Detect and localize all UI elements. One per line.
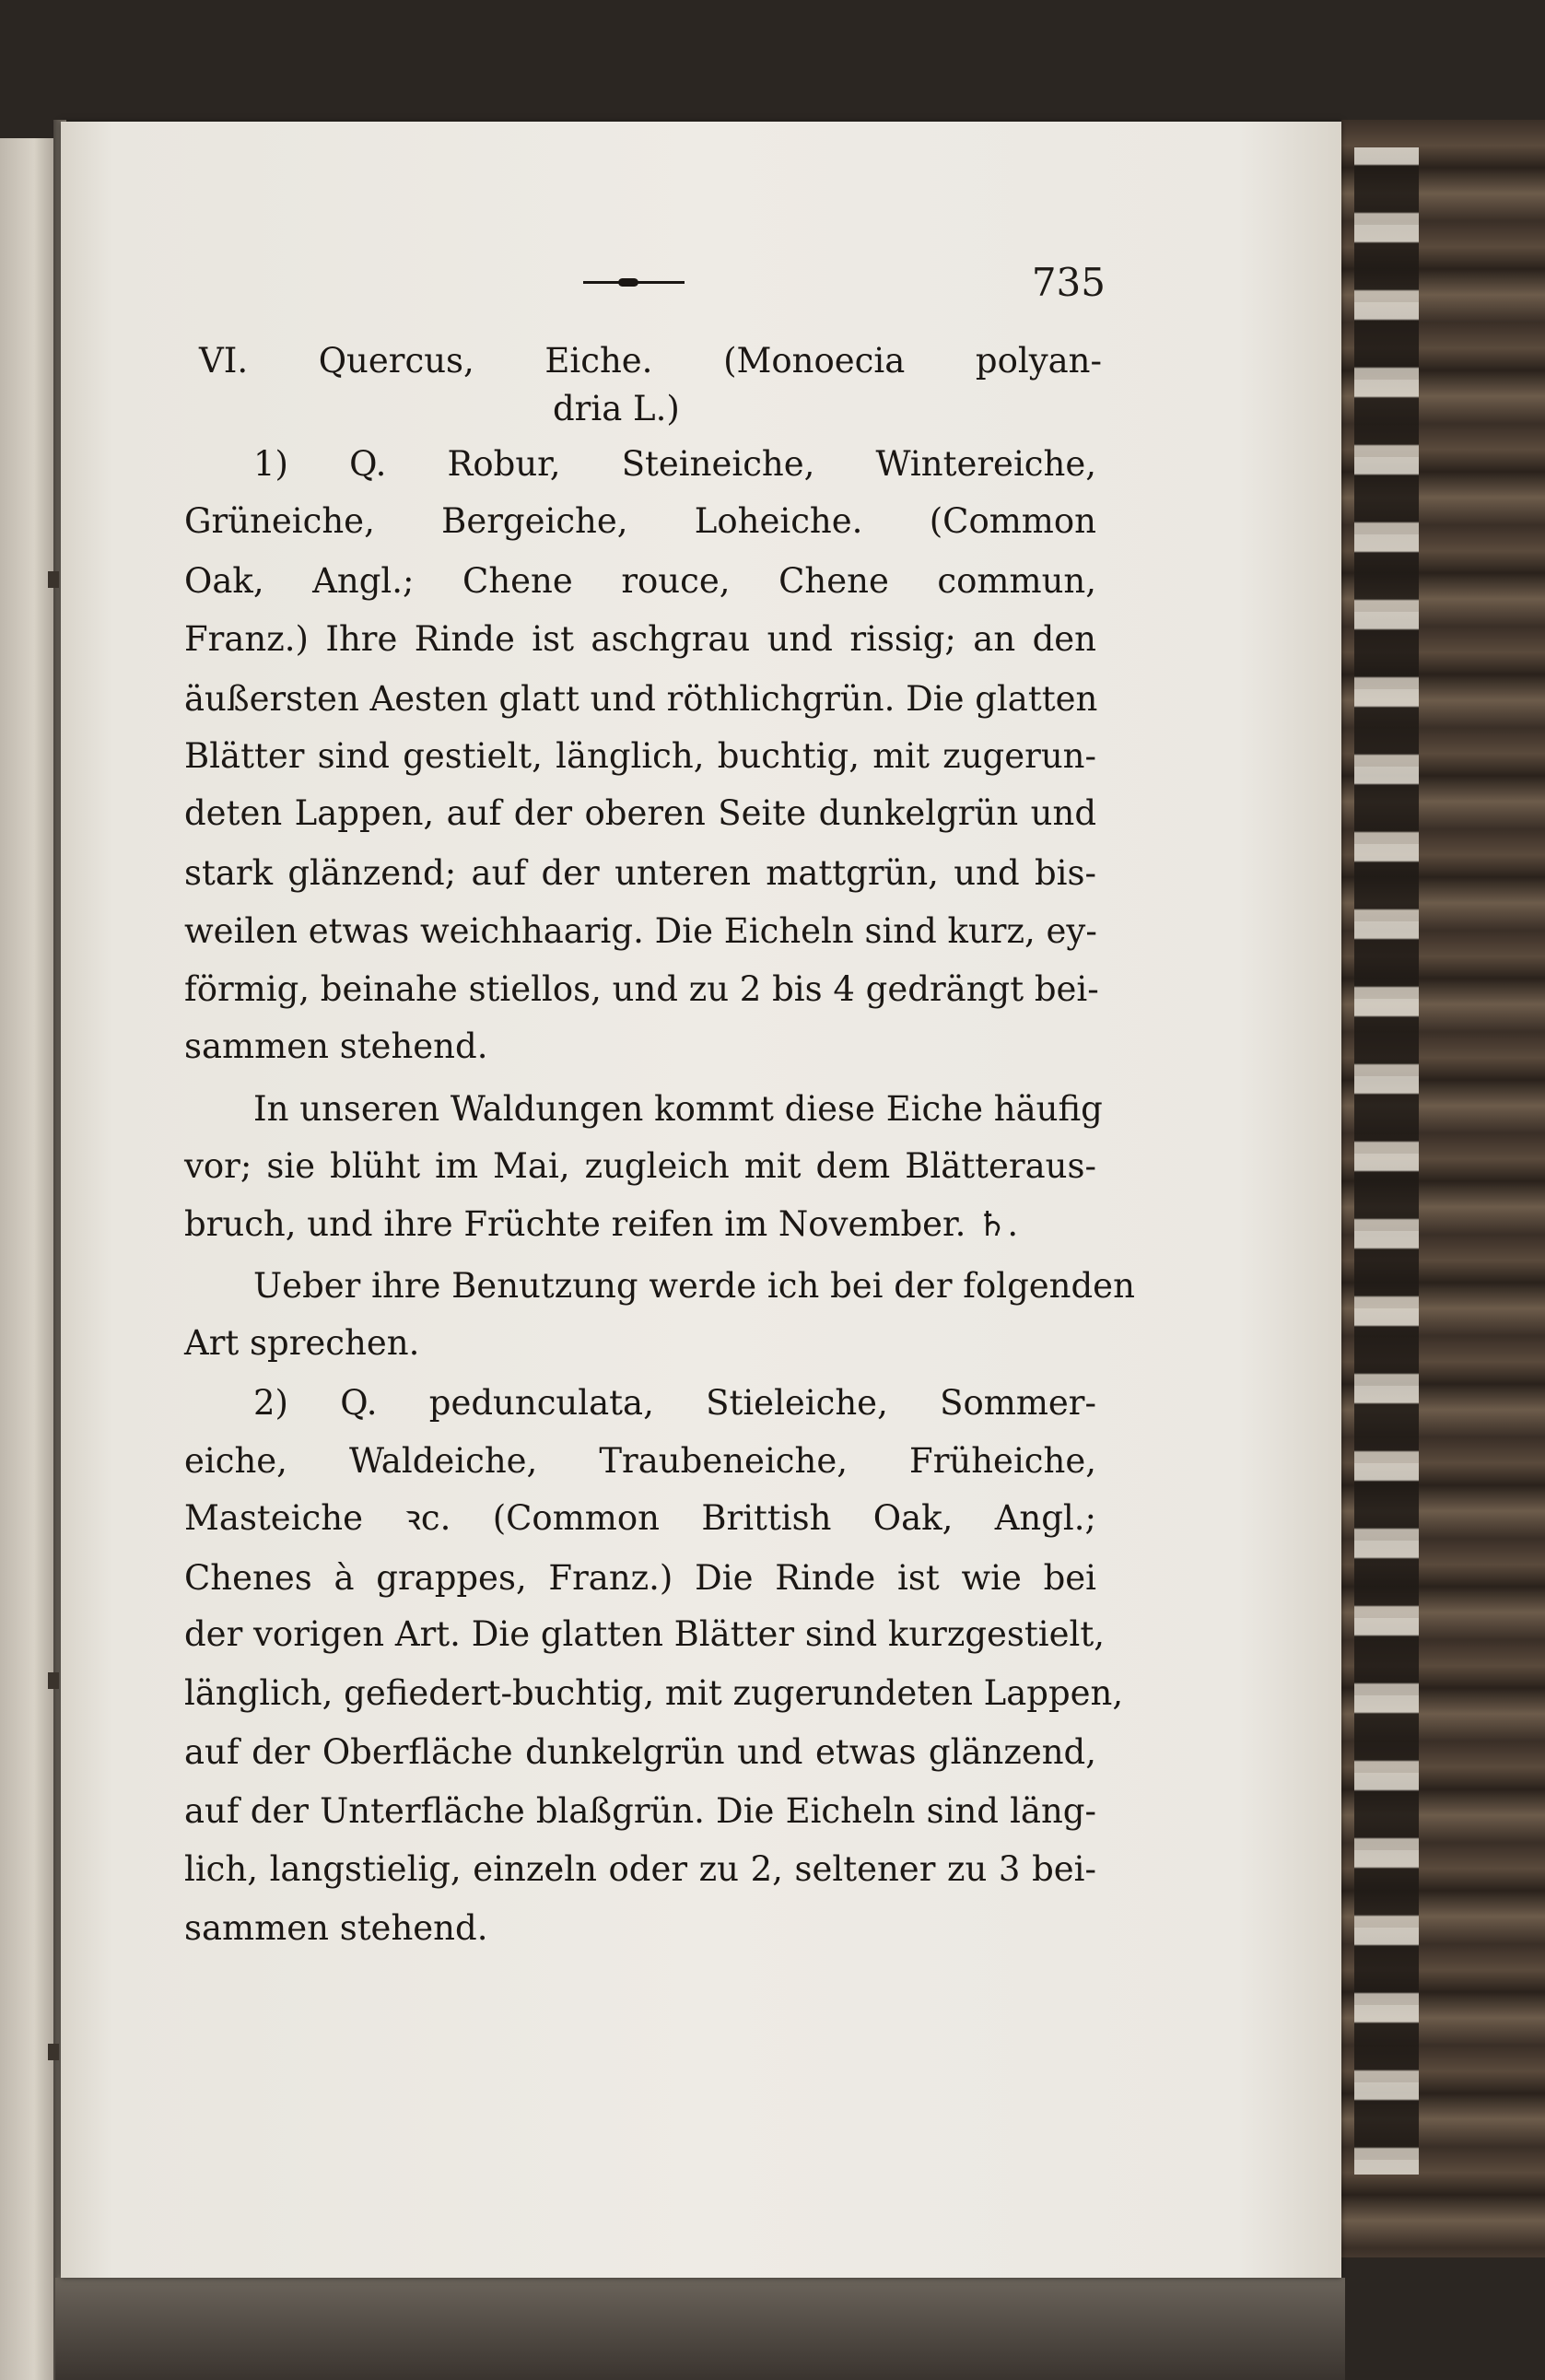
text-line: Ueber ihre Benutzung werde ich bei der folgenden	[253, 1266, 1135, 1306]
margin-mark	[48, 2044, 59, 2060]
text-line: Chenes à grappes, Franz.) Die Rinde ist wie bei	[184, 1558, 1096, 1598]
text-line: Art sprechen.	[184, 1323, 420, 1363]
text-line: eiche, Waldeiche, Traubeneiche, Früheiche,	[184, 1441, 1096, 1481]
text-line: der vorigen Art. Die glatten Blätter sind kurzgestielt,	[184, 1614, 1105, 1654]
header-ornament	[583, 278, 685, 286]
text-line: Grüneiche, Bergeiche, Loheiche. (Common	[184, 501, 1096, 541]
spine-pattern	[1354, 147, 1419, 2175]
text-line: bruch, und ihre Früchte reifen im November. ♄.	[184, 1204, 1019, 1244]
text-line: sammen stehend.	[184, 1908, 488, 1948]
margin-mark	[48, 1672, 59, 1689]
page-number: 735	[1031, 260, 1106, 305]
text-line: auf der Unterfläche blaßgrün. Die Eicheln sind läng-	[184, 1791, 1096, 1831]
text-line: Franz.) Ihre Rinde ist aschgrau und rissig; an den	[184, 619, 1096, 659]
text-line: 2) Q. pedunculata, Stieleiche, Sommer-	[253, 1383, 1096, 1423]
heading-line-1: VI. Quercus, Eiche. (Monoecia polyan-	[199, 341, 1102, 381]
text-line: stark glänzend; auf der unteren mattgrün, und bis-	[184, 853, 1096, 893]
text-line: In unseren Waldungen kommt diese Eiche häufig	[253, 1089, 1103, 1129]
text-line: auf der Oberfläche dunkelgrün und etwas glänzend,	[184, 1732, 1096, 1772]
book-bottom-edge	[55, 2278, 1345, 2380]
text-line: sammen stehend.	[184, 1026, 488, 1066]
text-line: Masteiche ꝛc. (Common Brittish Oak, Angl.;	[184, 1498, 1096, 1538]
text-line: lich, langstielig, einzeln oder zu 2, seltener zu 3 bei-	[184, 1849, 1096, 1889]
text-line: Oak, Angl.; Chene rouce, Chene commun,	[184, 561, 1096, 601]
text-line: förmig, beinahe stiellos, und zu 2 bis 4 gedrängt bei-	[184, 969, 1099, 1009]
text-line: äußersten Aesten glatt und röthlichgrün. Die glatten	[184, 679, 1098, 719]
text-line: weilen etwas weichhaarig. Die Eicheln sind kurz, ey-	[184, 911, 1097, 951]
heading-line-2: dria L.)	[553, 389, 680, 428]
text-line: deten Lappen, auf der oberen Seite dunkelgrün und	[184, 793, 1096, 833]
text-line: Blätter sind gestielt, länglich, buchtig, mit zugerun-	[184, 736, 1096, 776]
text-line: vor; sie blüht im Mai, zugleich mit dem Blätteraus-	[184, 1146, 1096, 1186]
text-line: 1) Q. Robur, Steineiche, Wintereiche,	[253, 444, 1096, 484]
margin-mark	[48, 571, 59, 588]
text-line: länglich, gefiedert-buchtig, mit zugerundeten Lappen,	[184, 1673, 1124, 1713]
